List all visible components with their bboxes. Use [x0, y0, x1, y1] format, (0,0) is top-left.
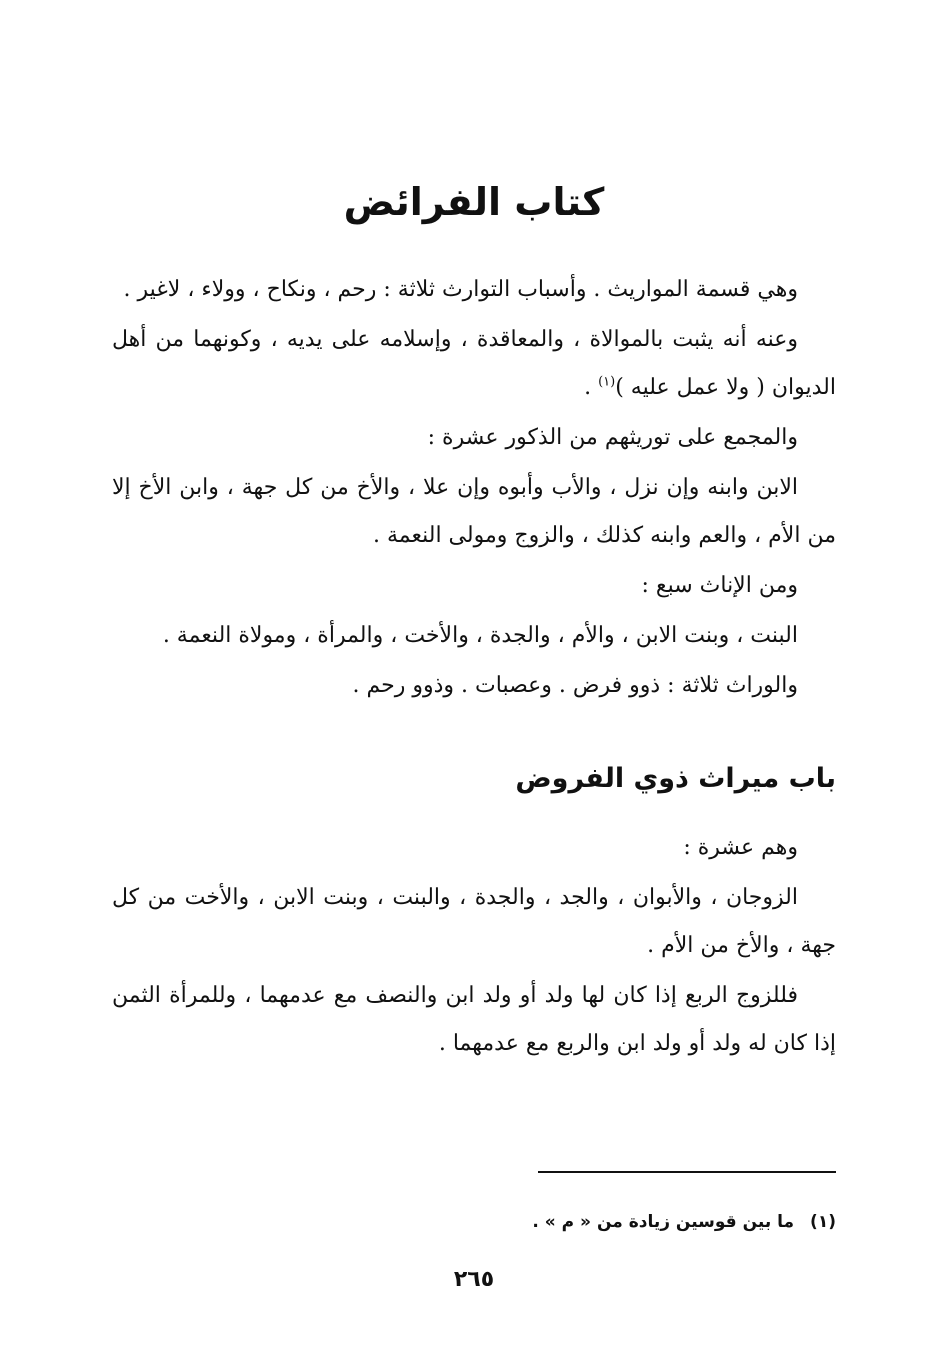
footnote-reference: (١)	[598, 374, 616, 390]
paragraph: فللزوج الربع إذا كان لها ولد أو ولد ابن والنصف مع عدمهما ، وللمرأة الثمن إذا كان له ولد أو ولد ابن والربع مع عدمهما .	[112, 983, 836, 1056]
paragraph: ومن الإناث سبع :	[641, 573, 798, 598]
footnote	[112, 1207, 836, 1237]
footnote-divider	[538, 1171, 836, 1173]
paragraph: وهي قسمة المواريث . وأسباب التوارث ثلاثة : رحم ، ونكاح ، وولاء ، لاغير .	[123, 277, 798, 302]
footnote-number: (١)	[810, 1212, 836, 1232]
paragraph: الزوجان ، والأبوان ، والجد ، والجدة ، والبنت ، وبنت الابن ، والأخت من كل جهة ، والأخ من الأم .	[112, 885, 836, 958]
main-text	[112, 266, 836, 1070]
paragraph-tail: .	[584, 375, 599, 400]
paragraph: والوراث ثلاثة : ذوو فرض . وعصبات . وذوو رحم .	[352, 673, 798, 698]
paragraph: البنت ، وبنت الابن ، والأم ، والجدة ، والأخت ، والمرأة ، ومولاة النعمة .	[162, 623, 798, 648]
footnote-text: ما بين قوسين زيادة من « م » .	[532, 1212, 795, 1232]
paragraph: الابن وابنه وإن نزل ، والأب وأبوه وإن علا ، والأخ من كل جهة ، وابن الأخ إلا من الأم ، والعم وابنه كذلك ، والزوج ومولى النعمة .	[112, 475, 836, 548]
paragraph-text: وعنه أنه يثبت بالموالاة ، والمعاقدة ، وإسلامه على يديه ، وكونهما من أهل الديوان ( ولا عمل عليه )	[112, 327, 836, 400]
chapter-title: كتاب الفرائض	[343, 180, 605, 224]
paragraph-with-footnote	[112, 316, 836, 412]
paragraph: والمجمع على توريثهم من الذكور عشرة :	[427, 425, 798, 450]
page-number: ٢٦٥	[453, 1267, 495, 1292]
section-title: باب ميراث ذوي الفروض	[515, 763, 836, 794]
paragraph: وهم عشرة :	[683, 835, 798, 860]
